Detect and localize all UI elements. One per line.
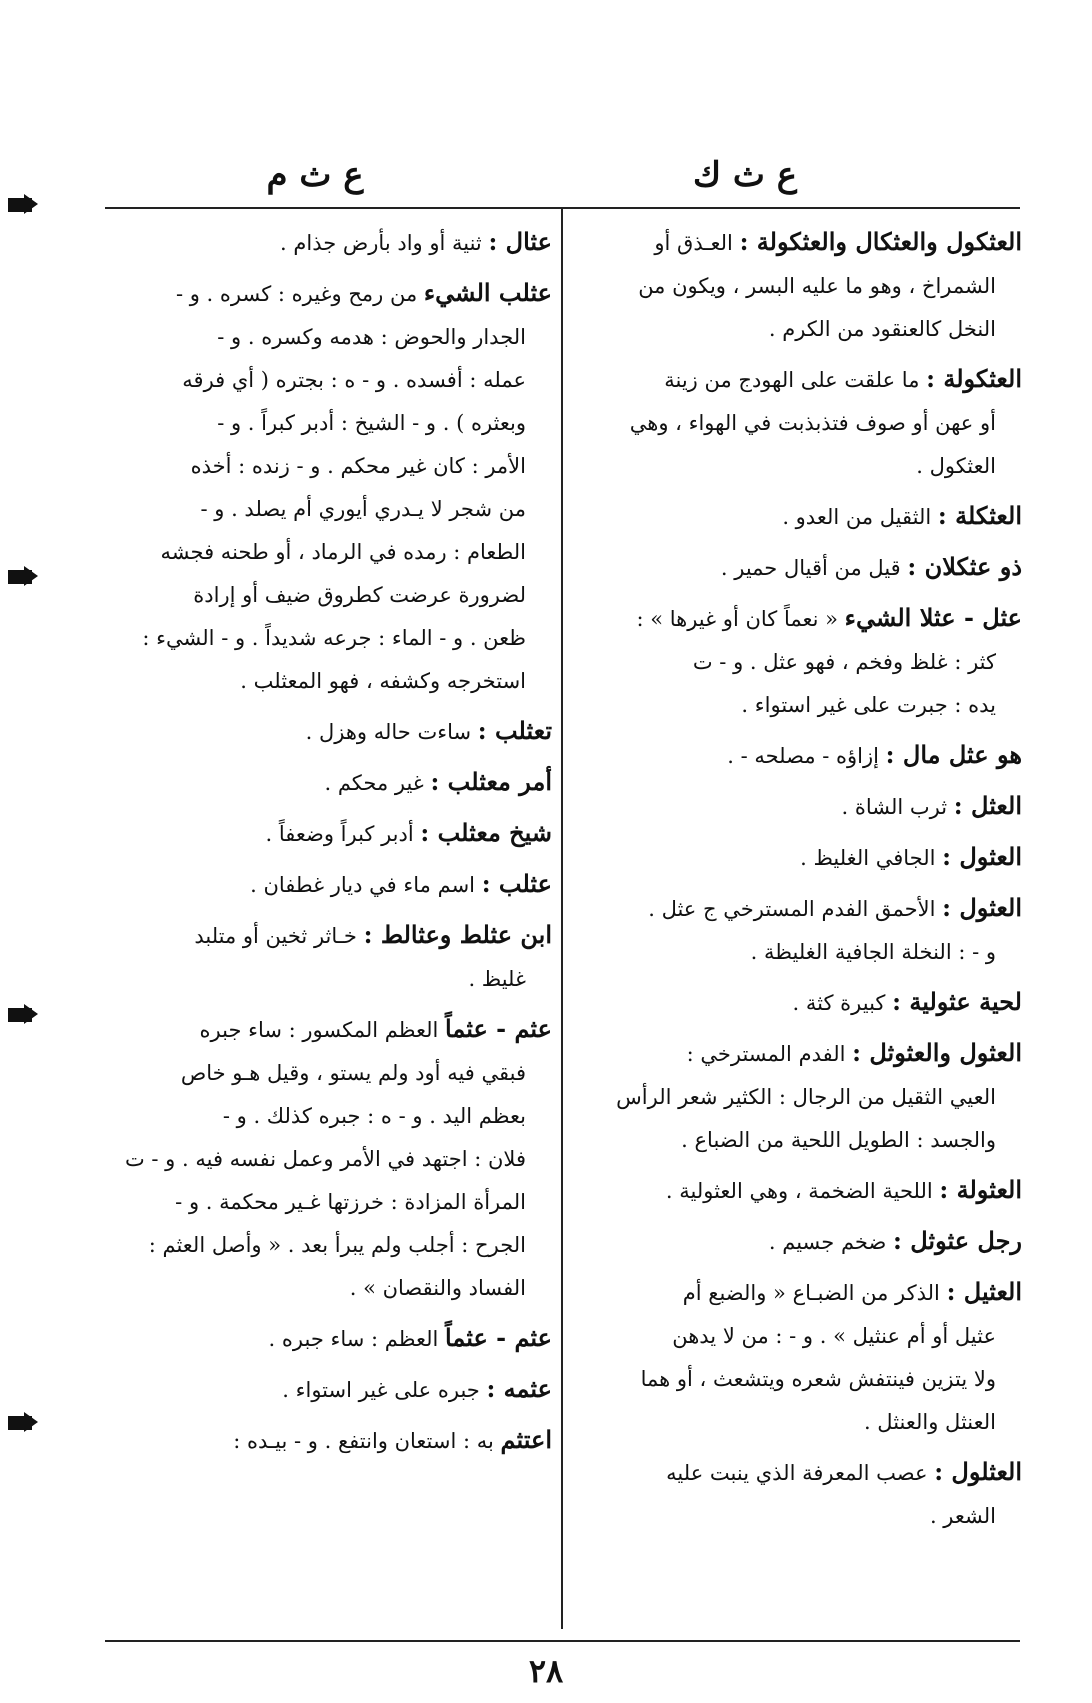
entry-line xyxy=(112,1367,552,1412)
left-column xyxy=(112,220,552,1469)
entry-line xyxy=(112,1224,552,1267)
definition-text: الفدم المسترخي : xyxy=(686,1042,846,1066)
definition-text: العيي الثقيل من الرجال : الكثير شعر الرأس xyxy=(616,1085,996,1109)
page-number: ٢٨ xyxy=(528,1652,564,1690)
headword: العثولة : xyxy=(939,1175,1022,1204)
entry-line xyxy=(112,709,552,754)
entry-line xyxy=(112,445,552,488)
entry-line xyxy=(112,220,552,265)
definition-text: خـاثر ثخين أو متلبد xyxy=(194,924,357,948)
entry-line xyxy=(112,531,552,574)
bottom-rule xyxy=(105,1640,1020,1642)
entry-line xyxy=(572,545,1022,590)
definition-text: الشمراخ ، وهو ما عليه البسر ، ويكون من xyxy=(638,274,996,298)
entry-line xyxy=(112,760,552,805)
definition-text: ظعن . و - الماء : جرعه شديداً . و - الشيء : xyxy=(142,626,526,650)
entry-line xyxy=(572,1119,1022,1162)
definition-text: الأمر : كان غير محكم . و - زنده : أخذه xyxy=(190,454,526,478)
definition-text: الطعام : رمده في الرماد ، أو طحنه فجشه xyxy=(160,540,526,564)
definition-text: بعظم اليد . و - ه : جبره كذلك . و - xyxy=(222,1104,526,1128)
headword: ذو عثكلان : xyxy=(907,552,1022,581)
headword: اعتثم xyxy=(500,1425,552,1454)
entry-line xyxy=(572,784,1022,829)
entry-line xyxy=(572,445,1022,488)
definition-text: العظم : ساء جبره . xyxy=(268,1327,439,1351)
entry-line xyxy=(572,596,1022,641)
headword: أمر معثلب : xyxy=(430,767,552,796)
headword: العثول والعثوثل : xyxy=(852,1038,1022,1067)
definition-text: العظم المكسور : ساء جبره xyxy=(199,1018,439,1042)
dictionary-entry xyxy=(112,862,552,907)
entry-line xyxy=(572,684,1022,727)
definition-text: والجسد : الطويل اللحية من الضباع . xyxy=(681,1128,996,1152)
right-column-header: ع ث ك xyxy=(693,155,797,195)
headword: ابن عثلط وعثالط : xyxy=(363,920,552,949)
entry-line xyxy=(112,811,552,856)
definition-text: أو عهن أو صوف فتذبذبت في الهواء ، وهي xyxy=(629,411,996,435)
headword: لحية عثولية : xyxy=(892,987,1022,1016)
entry-line xyxy=(572,835,1022,880)
definition-text: عصب المعرفة الذي ينبت عليه xyxy=(666,1461,928,1485)
headword: تعثلب : xyxy=(477,716,552,745)
definition-text: ما علقت على الهودج من زينة xyxy=(664,368,920,392)
definition-text: أدبر كبراً وضعفاً . xyxy=(265,822,414,846)
headword: العثيل : xyxy=(946,1277,1022,1306)
definition-text: عمله : أفسده . و - ه : بجتره ( أي فرقه xyxy=(182,368,526,392)
definition-text: الجرح : أجلب ولم يبرأ بعد . « وأصل العثم : xyxy=(148,1233,526,1257)
dictionary-entry xyxy=(112,1418,552,1463)
definition-text: الشعر . xyxy=(929,1504,996,1528)
definition-text: غير محكم . xyxy=(324,771,424,795)
entry-line xyxy=(112,1052,552,1095)
definition-text: لضرورة عرضت كطروق ضيف أو إرادة xyxy=(193,583,526,607)
right-column xyxy=(572,220,1022,1544)
dictionary-entry xyxy=(572,1031,1022,1162)
entry-line xyxy=(112,617,552,660)
dictionary-entry xyxy=(112,220,552,265)
definition-text: العـذق أو xyxy=(654,231,733,255)
headword: رجل عثوثل : xyxy=(893,1226,1022,1255)
definition-text: ضخم جسيم . xyxy=(768,1230,887,1254)
definition-text: اللحية الضخمة ، وهي العثولية . xyxy=(665,1179,933,1203)
headword: عثال : xyxy=(488,227,552,256)
binding-mark xyxy=(8,570,32,584)
entry-line xyxy=(572,1401,1022,1444)
entry-line xyxy=(112,402,552,445)
entry-line xyxy=(572,308,1022,351)
entry-line xyxy=(572,1315,1022,1358)
definition-text: ولا يتزين فينتفش شعره ويتشعث ، أو هما xyxy=(640,1367,996,1391)
entry-line xyxy=(112,1095,552,1138)
dictionary-entry xyxy=(572,494,1022,539)
entry-line xyxy=(112,1138,552,1181)
entry-line xyxy=(572,357,1022,402)
dictionary-entry xyxy=(572,980,1022,1025)
entry-line xyxy=(572,931,1022,974)
entry-line xyxy=(572,1031,1022,1076)
entry-line xyxy=(112,913,552,958)
dictionary-entry xyxy=(112,811,552,856)
headword: عثل - عثلا الشيء xyxy=(844,603,1022,632)
entry-line xyxy=(572,1076,1022,1119)
definition-text: و - : النخلة الجافية الغليظة . xyxy=(750,940,996,964)
entry-line xyxy=(572,494,1022,539)
definition-text: عثيل أو أم عنثيل » . و - : من لا يدهن xyxy=(672,1324,996,1348)
definition-text: إزاؤه - مصلحه - . xyxy=(727,744,879,768)
headword: عثم - عثماً xyxy=(445,1014,552,1043)
entry-line xyxy=(112,359,552,402)
entry-line xyxy=(112,1267,552,1310)
definition-text: كبيرة كثة . xyxy=(792,991,886,1015)
entry-line xyxy=(112,1007,552,1052)
headword: العثكلة : xyxy=(937,501,1022,530)
entry-line xyxy=(112,660,552,703)
dictionary-entry xyxy=(112,913,552,1001)
entry-line xyxy=(112,1316,552,1361)
dictionary-entry xyxy=(572,835,1022,880)
definition-text: استخرجه وكشفه ، فهو المعثلب . xyxy=(240,669,526,693)
entry-line xyxy=(112,316,552,359)
entry-line xyxy=(572,641,1022,684)
entry-line xyxy=(572,886,1022,931)
definition-text: من رمح وغيره : كسره . و - xyxy=(175,282,418,306)
headword: عثلب : xyxy=(481,869,552,898)
definition-text: العثكول . xyxy=(916,454,996,478)
dictionary-entry xyxy=(572,596,1022,727)
entry-line xyxy=(112,1418,552,1463)
entry-line xyxy=(112,1181,552,1224)
definition-text: ساءت حاله وهزل . xyxy=(305,720,472,744)
definition-text: المرأة المزادة : خرزتها غـير محكمة . و - xyxy=(175,1190,526,1214)
entry-line xyxy=(112,271,552,316)
definition-text: الجدار والحوض : هدمه وكسره . و - xyxy=(217,325,526,349)
headword: شيخ معثلب : xyxy=(420,818,552,847)
dictionary-entry xyxy=(572,886,1022,974)
entry-line xyxy=(572,220,1022,265)
definition-text: قيل من أقيال حمير . xyxy=(720,556,901,580)
column-divider xyxy=(561,209,563,1629)
headword: العثل : xyxy=(953,791,1022,820)
definition-text: غليظ . xyxy=(468,967,526,991)
entry-line xyxy=(572,1168,1022,1213)
entry-line xyxy=(572,733,1022,778)
definition-text: فلان : اجتهد في الأمر وعمل نفسه فيه . و - ت xyxy=(124,1147,526,1171)
definition-text: كثر : غلظ وفخم ، فهو عثل . و - ت xyxy=(692,650,996,674)
definition-text: يده : جبرت على غير استواء . xyxy=(741,693,996,717)
left-column-header: ع ث م xyxy=(266,155,364,195)
binding-mark xyxy=(8,1008,32,1022)
headword: العثلول : xyxy=(934,1457,1022,1486)
definition-text: جبره على غير استواء . xyxy=(282,1378,480,1402)
headword: عثم - عثماً xyxy=(445,1323,552,1352)
definition-text: الفساد والنقصان » . xyxy=(349,1276,526,1300)
definition-text: من شجر لا يـدري أيوري أم يصلد . و - xyxy=(200,497,526,521)
entry-line xyxy=(572,265,1022,308)
entry-line xyxy=(112,958,552,1001)
definition-text: « نعماً كان أو غيرها » : xyxy=(636,607,838,631)
definition-text: النخل كالعنقود من الكرم . xyxy=(768,317,996,341)
headword: عثلب الشيء xyxy=(423,278,552,307)
dictionary-entry xyxy=(112,271,552,703)
definition-text: ثنية أو واد بأرض جذام . xyxy=(280,231,482,255)
headword: العثكول والعثكال والعثكولة : xyxy=(739,227,1022,256)
dictionary-entry xyxy=(572,1450,1022,1538)
entry-line xyxy=(112,488,552,531)
entry-line xyxy=(572,980,1022,1025)
dictionary-entry xyxy=(572,1270,1022,1444)
entry-line xyxy=(572,1450,1022,1495)
definition-text: فبقي فيه أود ولم يستو ، وقيل هـو خاص xyxy=(180,1061,526,1085)
definition-text: وبعثره ) . و - الشيخ : أدبر كبراً . و - xyxy=(217,411,526,435)
definition-text: الأحمق الفدم المسترخي ج عثل . xyxy=(648,897,936,921)
entry-line xyxy=(572,1495,1022,1538)
definition-text: العنثل والعنثل . xyxy=(863,1410,996,1434)
headword: العثكولة : xyxy=(926,364,1022,393)
definition-text: الذكر من الضبـاع « والضبع أم xyxy=(682,1281,940,1305)
entry-line xyxy=(112,574,552,617)
binding-mark xyxy=(8,1416,32,1430)
headword: العثول : xyxy=(942,893,1022,922)
definition-text: ثرب الشاة . xyxy=(841,795,948,819)
binding-mark xyxy=(8,198,32,212)
dictionary-entry xyxy=(572,1219,1022,1264)
definition-text: اسم ماء في ديار غطفان . xyxy=(250,873,476,897)
headword: هو عثل مال : xyxy=(885,740,1022,769)
entry-line xyxy=(572,402,1022,445)
dictionary-entry xyxy=(112,1367,552,1412)
entry-line xyxy=(112,862,552,907)
headword: العثول : xyxy=(942,842,1022,871)
entry-line xyxy=(572,1358,1022,1401)
dictionary-entry xyxy=(112,1316,552,1361)
dictionary-entry xyxy=(572,784,1022,829)
headword: عثمه : xyxy=(486,1374,552,1403)
entry-line xyxy=(572,1270,1022,1315)
dictionary-entry xyxy=(572,545,1022,590)
dictionary-entry xyxy=(572,1168,1022,1213)
dictionary-entry xyxy=(112,1007,552,1310)
dictionary-entry xyxy=(572,220,1022,351)
dictionary-entry xyxy=(112,760,552,805)
definition-text: الثقيل من العدو . xyxy=(782,505,932,529)
definition-text: به : استعان وانتفع . و - بيـده : xyxy=(233,1429,494,1453)
dictionary-entry xyxy=(572,733,1022,778)
entry-line xyxy=(572,1219,1022,1264)
definition-text: الجافي الغليظ . xyxy=(800,846,936,870)
dictionary-entry xyxy=(112,709,552,754)
dictionary-entry xyxy=(572,357,1022,488)
